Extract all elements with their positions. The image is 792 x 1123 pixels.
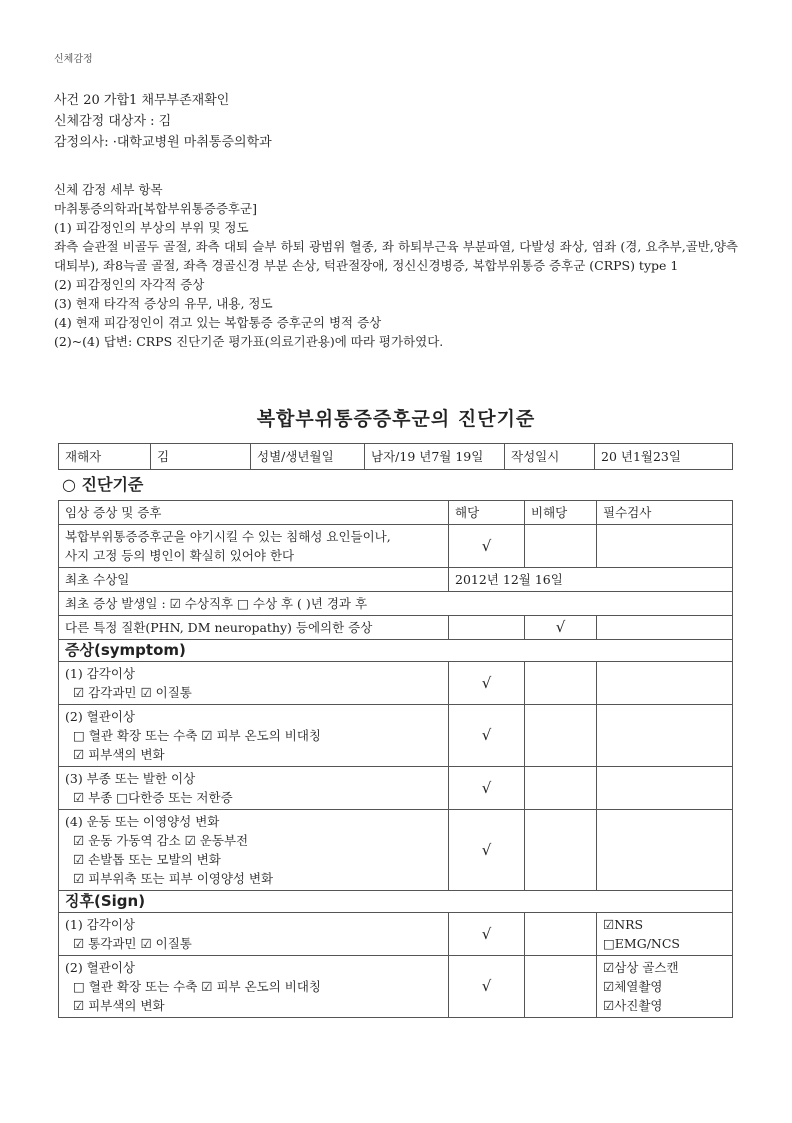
item-options: □ 혈관 확장 또는 수축 ☑ 피부 온도의 비대칭 (73, 979, 322, 994)
test-bone-scan: ☑삼상 골스캔 (603, 960, 679, 975)
sex-birth-label: 성별/생년월일 (251, 444, 365, 470)
test-emg: □EMG/NCS (603, 936, 680, 951)
check-mark: √ (449, 705, 525, 767)
empty-cell (525, 705, 597, 767)
table-row (59, 662, 733, 705)
empty-cell (525, 767, 597, 810)
diagnosis-text: 좌측 슬관절 비골두 골절, 좌측 대퇴 슬부 하퇴 광범위 혈종, 좌 하퇴부근육 부분파열, 다발성 좌상, 염좌 (경, 요추부,골반,양측 대퇴부), 좌8늑골 골절, 좌측 경골신경 부분 손상, 턱관절장애, 정신신경병증, 복합부위통증 증후군 (CRPS) type 1 (54, 239, 738, 273)
test-photography: ☑사진촬영 (603, 998, 663, 1013)
subject-name: 신체감정 대상자 : 김 (54, 114, 172, 129)
header-symptoms: 임상 증상 및 증후 (59, 501, 449, 525)
table-row (59, 592, 733, 616)
cause-line-2: 사지 고정 등의 병인이 확실히 있어야 한다 (65, 548, 295, 563)
sign-heading-row (59, 891, 733, 913)
sign-vascular (59, 956, 449, 1018)
table-row (59, 616, 733, 640)
item-title: (2) 혈관이상 (65, 960, 135, 975)
item-options: ☑ 통각과민 ☑ 이질통 (73, 936, 192, 951)
empty-cell (597, 705, 733, 767)
empty-cell (525, 956, 597, 1018)
item-title: (1) 감각이상 (65, 666, 135, 681)
check-mark: √ (525, 616, 597, 640)
case-number: 사건 20 가합1 채무부존재확인 (54, 93, 230, 108)
injury-date-value: 2012년 12월 16일 (449, 568, 733, 592)
symptom-heading: 증상(symptom) (59, 640, 733, 662)
table-row (59, 525, 733, 568)
table-row (59, 810, 733, 891)
empty-cell (597, 810, 733, 891)
table-row (59, 767, 733, 810)
item-options: □ 혈관 확장 또는 수축 ☑ 피부 온도의 비대칭 (73, 728, 322, 743)
test-thermography: ☑체열촬영 (603, 979, 663, 994)
empty-cell (597, 616, 733, 640)
check-mark: √ (449, 767, 525, 810)
empty-cell (525, 662, 597, 705)
symptom-edema (59, 767, 449, 810)
written-date-label: 작성일시 (505, 444, 595, 470)
question-4: (4) 현재 피감정인이 겪고 있는 복합통증 증후군의 병적 증상 (54, 315, 382, 330)
header-not-applicable: 비해당 (525, 501, 597, 525)
test-nrs: ☑NRS (603, 917, 644, 932)
question-3: (3) 현재 타각적 증상의 유무, 내용, 정도 (54, 296, 273, 311)
table-row (59, 705, 733, 767)
required-tests (597, 956, 733, 1018)
sign-heading: 징후(Sign) (59, 891, 733, 913)
header-required-tests: 필수검사 (597, 501, 733, 525)
answer-note: (2)~(4) 답변: CRPS 진단기준 평가표(의료기관용)에 따라 평가하였다. (54, 334, 444, 349)
injury-date-label: 최초 수상일 (59, 568, 449, 592)
examining-doctor: 감정의사: ·대학교병원 마취통증의학과 (54, 135, 272, 150)
cause-text (59, 525, 449, 568)
table-row (59, 568, 733, 592)
item-title: (1) 감각이상 (65, 917, 135, 932)
check-mark: √ (449, 810, 525, 891)
sign-sensory (59, 913, 449, 956)
assessment-details (54, 180, 738, 351)
symptom-heading-row (59, 640, 733, 662)
criteria-table (58, 500, 733, 1018)
check-mark: √ (449, 956, 525, 1018)
item-options: ☑ 부종 □다한증 또는 저한증 (73, 790, 233, 805)
table-row (59, 956, 733, 1018)
item-options: ☑ 피부위축 또는 피부 이영양성 변화 (73, 871, 274, 886)
empty-cell (449, 616, 525, 640)
item-title: (2) 혈관이상 (65, 709, 135, 724)
item-title: (4) 운동 또는 이영양성 변화 (65, 814, 220, 829)
case-header (54, 90, 272, 153)
details-title: 신체 감정 세부 항목 (54, 182, 163, 197)
check-mark: √ (449, 525, 525, 568)
item-title: (3) 부종 또는 발한 이상 (65, 771, 196, 786)
document-title: 복합부위통증증후군의 진단기준 (256, 408, 536, 430)
item-options: ☑ 운동 가동역 감소 ☑ 운동부전 (73, 833, 249, 848)
victim-value: 김 (151, 444, 251, 470)
symptom-vascular (59, 705, 449, 767)
other-disease-text: 다른 특정 질환(PHN, DM neuropathy) 등에의한 증상 (59, 616, 449, 640)
empty-cell (597, 525, 733, 568)
question-1: (1) 피감정인의 부상의 부위 및 정도 (54, 220, 249, 235)
symptom-sensory (59, 662, 449, 705)
table-row (59, 913, 733, 956)
sex-birth-value: 남자/19 년7월 19일 (365, 444, 505, 470)
empty-cell (525, 525, 597, 568)
cause-line-1: 복합부위통증증후군을 야기시킬 수 있는 침해성 요인들이나, (65, 529, 391, 544)
patient-info-row (59, 444, 733, 470)
item-options: ☑ 피부색의 변화 (73, 998, 165, 1013)
department: 마취통증의학과[복합부위통증증후군] (54, 201, 257, 216)
check-mark: √ (449, 913, 525, 956)
item-options: ☑ 피부색의 변화 (73, 747, 165, 762)
table-header-row (59, 501, 733, 525)
corner-label: 신체감정 (54, 54, 93, 65)
question-2: (2) 피감정인의 자각적 증상 (54, 277, 205, 292)
empty-cell (597, 767, 733, 810)
required-tests (597, 913, 733, 956)
empty-cell (525, 810, 597, 891)
item-options: ☑ 감각과민 ☑ 이질통 (73, 685, 192, 700)
symptom-motor (59, 810, 449, 891)
empty-cell (525, 913, 597, 956)
patient-info-table (58, 443, 733, 470)
header-applicable: 해당 (449, 501, 525, 525)
onset-date: 최초 증상 발생일 : ☑ 수상직후 □ 수상 후 ( )년 경과 후 (59, 592, 733, 616)
criteria-heading: ○ 진단기준 (62, 475, 144, 494)
victim-label: 재해자 (59, 444, 151, 470)
empty-cell (597, 662, 733, 705)
item-options: ☑ 손발톱 또는 모발의 변화 (73, 852, 221, 867)
written-date-value: 20 년1월23일 (595, 444, 733, 470)
check-mark: √ (449, 662, 525, 705)
